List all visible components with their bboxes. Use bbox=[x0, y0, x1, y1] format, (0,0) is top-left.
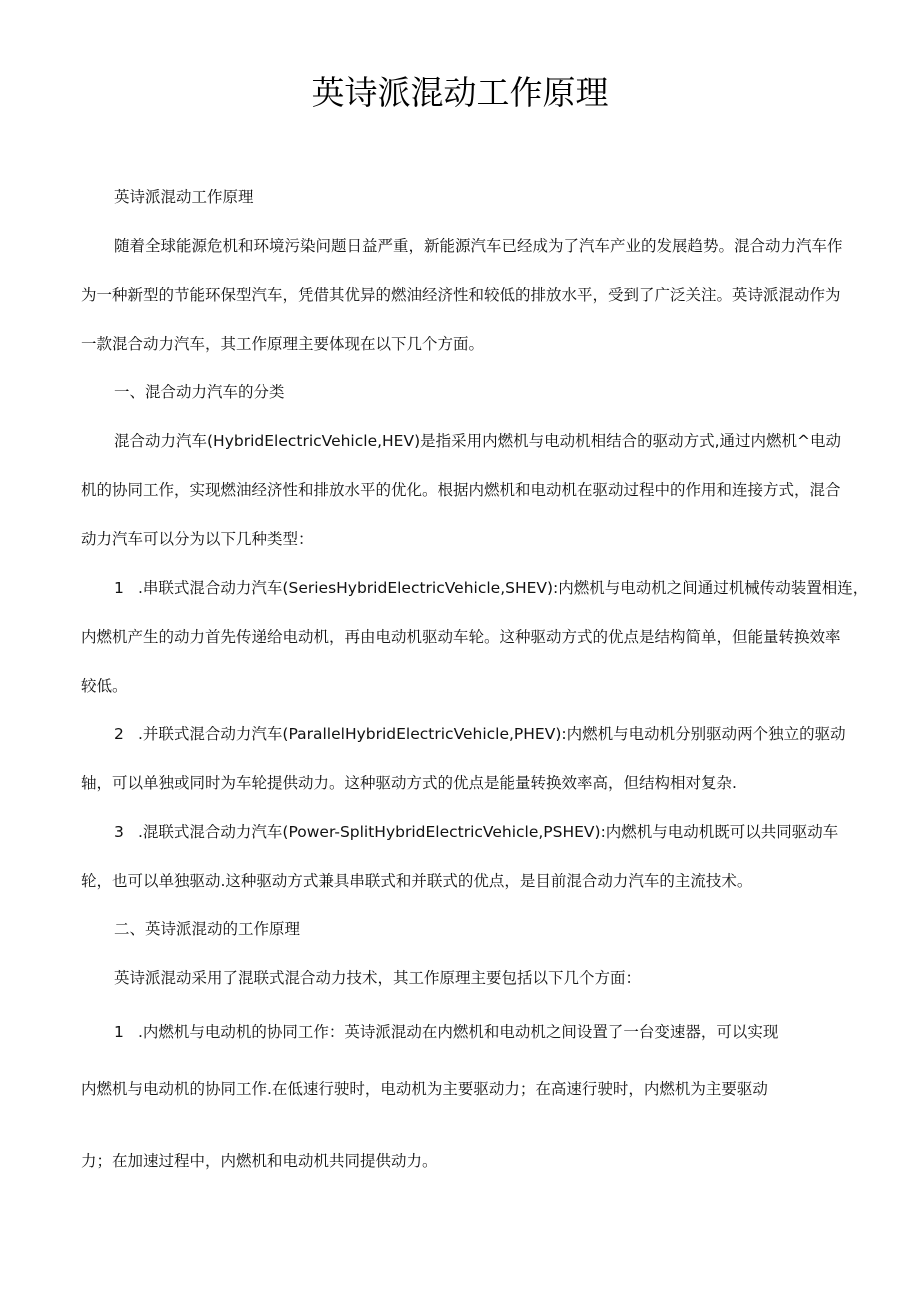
list-item-text: .并联式混合动力汽车(ParallelHybridElectricVehicle,PHEV):内燃机与电动机分别驱动两个独立的驱动 bbox=[138, 725, 846, 743]
section-heading-1: 一、混合动力汽车的分类 bbox=[114, 383, 285, 401]
list-item-text: .混联式混合动力汽车(Power-SplitHybridElectricVehicle,PSHEV):内燃机与电动机既可以共同驱动车 bbox=[138, 823, 839, 841]
intro-line-3: 一款混合动力汽车，其工作原理主要体现在以下几个方面。 bbox=[81, 335, 485, 353]
list-number: 3 bbox=[114, 823, 124, 841]
classification-line-3: 动力汽车可以分为以下几种类型： bbox=[81, 530, 314, 548]
principle-intro-line: 英诗派混动采用了混联式混合动力技术，其工作原理主要包括以下几个方面： bbox=[114, 969, 642, 987]
cooperation-line-2: 内燃机与电动机的协同工作.在低速行驶时，电动机为主要驱动力；在高速行驶时，内燃机为主要驱动 bbox=[81, 1080, 768, 1098]
list-number: 1 bbox=[114, 579, 124, 597]
list-item-series bbox=[114, 577, 894, 599]
intro-line-1: 随着全球能源危机和环境污染问题日益严重，新能源汽车已经成为了汽车产业的发展趋势。混合动力汽车作 bbox=[114, 237, 843, 255]
list-item-power-split bbox=[114, 821, 894, 843]
classification-line-2: 机的协同工作，实现燃油经济性和排放水平的优化。根据内燃机和电动机在驱动过程中的作用和连接方式，混合 bbox=[81, 481, 841, 499]
list-number: 2 bbox=[114, 725, 124, 743]
intro-line-2: 为一种新型的节能环保型汽车，凭借其优异的燃油经济性和较低的排放水平，受到了广泛关注。英诗派混动作为 bbox=[81, 286, 841, 304]
section-heading-2: 二、英诗派混动的工作原理 bbox=[114, 920, 301, 938]
list-item-text: .内燃机与电动机的协同工作：英诗派混动在内燃机和电动机之间设置了一台变速器，可以实现 bbox=[138, 1023, 779, 1041]
classification-line-1: 混合动力汽车(HybridElectricVehicle,HEV)是指采用内燃机与电动机相结合的驱动方式,通过内燃机^电动 bbox=[114, 432, 842, 450]
power-split-line-2: 轮，也可以单独驱动.这种驱动方式兼具串联式和并联式的优点，是目前混合动力汽车的主流技术。 bbox=[81, 872, 753, 890]
cooperation-line-3: 力；在加速过程中，内燃机和电动机共同提供动力。 bbox=[81, 1152, 438, 1170]
document-title: 英诗派混动工作原理 bbox=[311, 73, 609, 112]
series-line-2: 内燃机产生的动力首先传递给电动机，再由电动机驱动车轮。这种驱动方式的优点是结构简单，但能量转换效率 bbox=[81, 628, 841, 646]
subtitle-paragraph: 英诗派混动工作原理 bbox=[114, 188, 254, 206]
list-item-parallel bbox=[114, 723, 894, 745]
list-number: 1 bbox=[114, 1023, 124, 1041]
list-item-cooperation bbox=[114, 1021, 894, 1043]
series-line-3: 较低。 bbox=[81, 677, 128, 695]
list-item-text: .串联式混合动力汽车(SeriesHybridElectricVehicle,SHEV):内燃机与电动机之间通过机械传动装置相连， bbox=[138, 579, 869, 597]
parallel-line-2: 轴，可以单独或同时为车轮提供动力。这种驱动方式的优点是能量转换效率高，但结构相对复杂. bbox=[81, 774, 737, 792]
